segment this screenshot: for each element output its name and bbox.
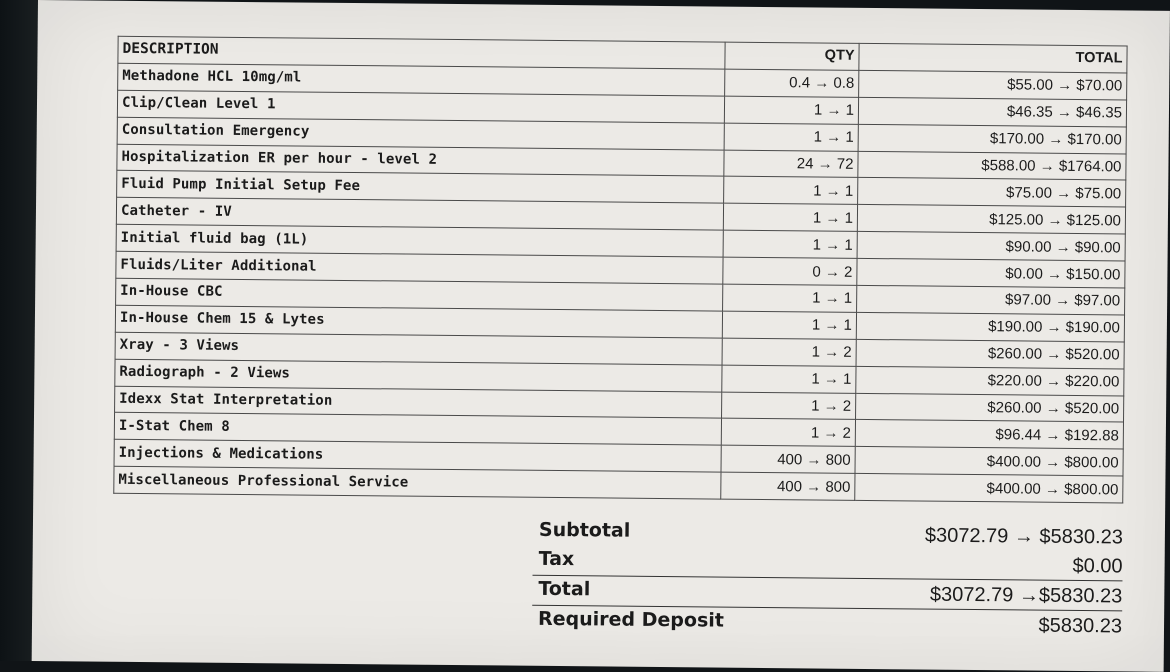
row-total: $170.00 → $170.00 — [858, 124, 1126, 153]
row-total: $400.00 → $800.00 — [855, 474, 1123, 503]
row-qty: 400 → 800 — [720, 445, 855, 473]
row-description: Methadone HCL 10mg/ml — [118, 63, 725, 96]
total-value: $3072.79 →$5830.23 — [930, 584, 1123, 609]
row-description: Radiograph - 2 Views — [115, 359, 722, 392]
row-description: Xray - 3 Views — [115, 332, 722, 365]
row-description: Catheter - IV — [116, 198, 723, 231]
row-qty: 1 → 1 — [724, 96, 859, 124]
row-total: $96.44 → $192.88 — [855, 420, 1123, 449]
row-total: $55.00 → $70.00 — [859, 70, 1127, 99]
row-description: Fluids/Liter Additional — [116, 251, 723, 284]
row-qty: 1 → 1 — [723, 177, 858, 205]
deposit-row — [532, 606, 1122, 641]
row-total: $400.00 → $800.00 — [855, 447, 1123, 476]
row-total: $125.00 → $125.00 — [857, 205, 1125, 234]
header-description: DESCRIPTION — [118, 36, 725, 69]
header-qty: QTY — [724, 42, 859, 70]
row-description: Injections & Medications — [114, 440, 721, 473]
row-qty: 0.4 → 0.8 — [724, 69, 859, 97]
row-description: Idexx Stat Interpretation — [115, 386, 722, 419]
row-qty: 1 → 1 — [724, 123, 859, 151]
row-description: Miscellaneous Professional Service — [114, 467, 721, 500]
required-deposit-value: $5830.23 — [1039, 615, 1123, 639]
header-total: TOTAL — [859, 43, 1127, 72]
row-description: Fluid Pump Initial Setup Fee — [117, 171, 724, 204]
invoice-summary — [532, 517, 1123, 641]
row-total: $220.00 → $220.00 — [856, 366, 1124, 395]
row-total: $260.00 → $520.00 — [856, 393, 1124, 422]
row-total: $97.00 → $97.00 — [857, 285, 1125, 314]
row-description: In-House Chem 15 & Lytes — [115, 305, 722, 338]
row-qty: 1 → 2 — [721, 419, 856, 447]
row-total: $90.00 → $90.00 — [857, 232, 1125, 261]
tax-label: Tax — [539, 548, 575, 570]
row-total: $588.00 → $1764.00 — [858, 151, 1126, 180]
row-qty: 400 → 800 — [720, 472, 855, 500]
row-total: $190.00 → $190.00 — [856, 312, 1124, 341]
row-qty: 0 → 2 — [722, 257, 857, 285]
row-description: I-Stat Chem 8 — [114, 413, 721, 446]
row-qty: 1 → 1 — [723, 230, 858, 258]
row-qty: 1 → 1 — [722, 311, 857, 339]
row-total: $0.00 → $150.00 — [857, 258, 1125, 287]
row-qty: 1 → 1 — [721, 365, 856, 393]
row-qty: 24 → 72 — [723, 150, 858, 178]
row-qty: 1 → 1 — [722, 284, 857, 312]
invoice-line-items-table — [113, 36, 1127, 504]
row-total: $46.35 → $46.35 — [858, 97, 1126, 126]
tax-value: $0.00 — [1072, 555, 1122, 578]
row-total: $75.00 → $75.00 — [858, 178, 1126, 207]
row-qty: 1 → 1 — [723, 203, 858, 231]
row-qty: 1 → 2 — [722, 338, 857, 366]
row-description: In-House CBC — [116, 278, 723, 311]
row-description: Clip/Clean Level 1 — [117, 90, 724, 123]
required-deposit-label: Required Deposit — [538, 608, 724, 632]
subtotal-value: $3072.79 → $5830.23 — [925, 525, 1123, 550]
invoice-paper — [32, 0, 1170, 672]
row-total: $260.00 → $520.00 — [856, 339, 1124, 368]
row-description: Hospitalization ER per hour - level 2 — [117, 144, 724, 177]
subtotal-label: Subtotal — [539, 519, 631, 542]
row-description: Initial fluid bag (1L) — [116, 224, 723, 257]
total-label: Total — [538, 578, 590, 600]
row-description: Consultation Emergency — [117, 117, 724, 150]
row-qty: 1 → 2 — [721, 392, 856, 420]
